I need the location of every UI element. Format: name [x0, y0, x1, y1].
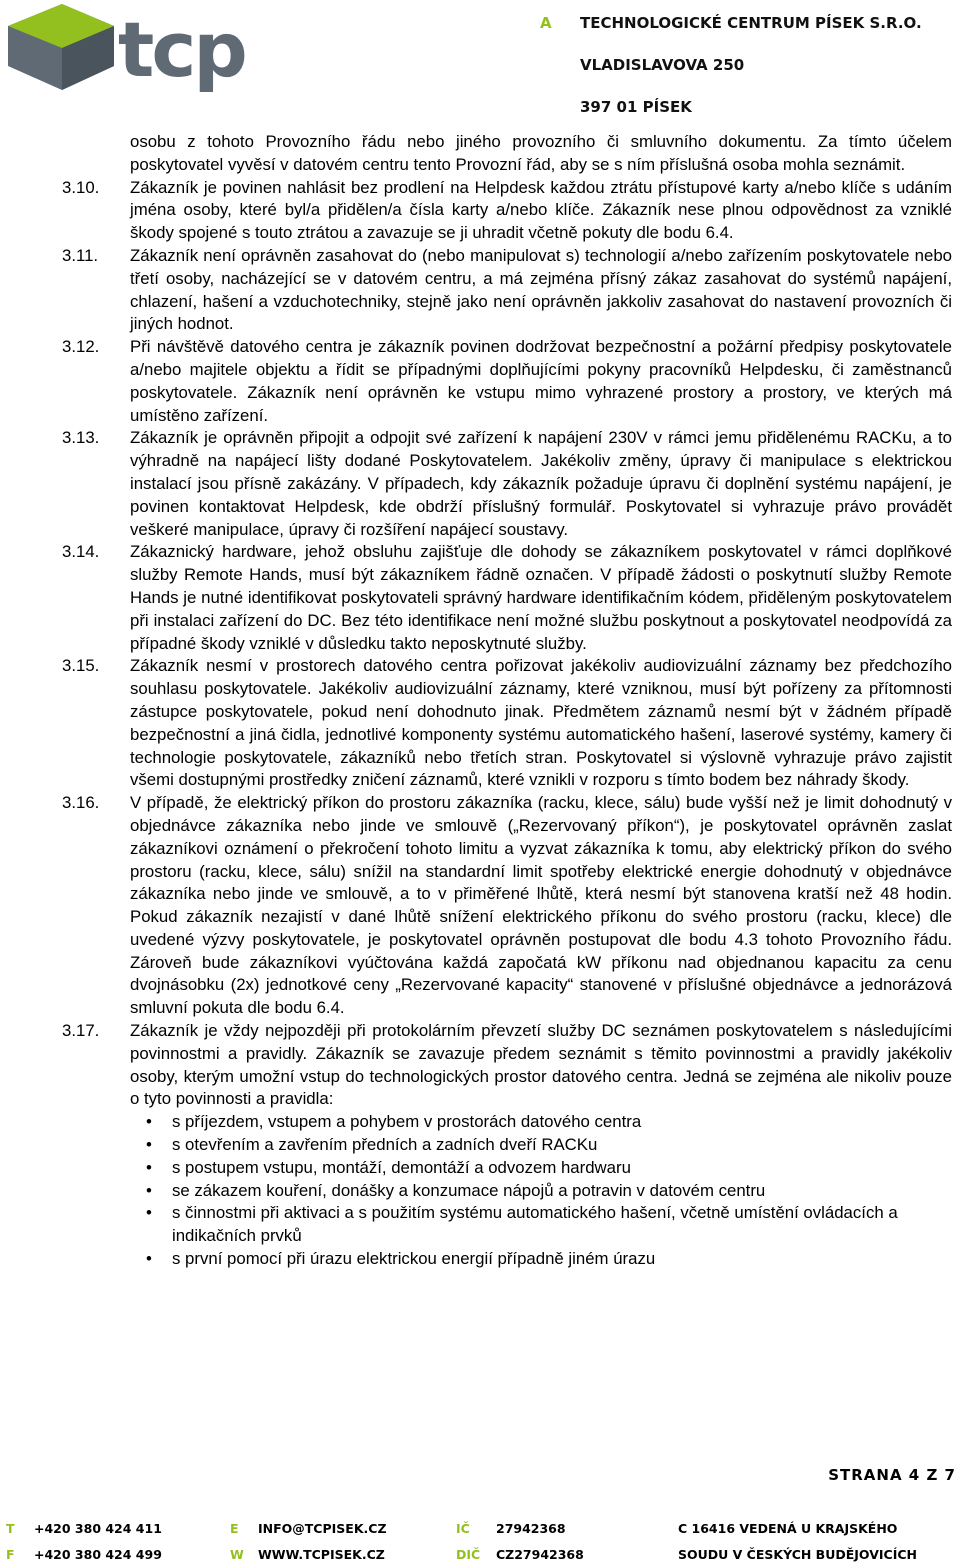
paragraph-number: 3.11. [62, 245, 99, 265]
dic-value: CZ27942368 [496, 1547, 584, 1562]
paragraph-number: 3.17. [62, 1021, 100, 1041]
paragraph-number: 3.14. [62, 542, 100, 562]
paragraph-text: osobu z tohoto Provozního řádu nebo jiného provozního či smluvního dokumentu. Za tímto účelem poskytovatel vyvěsí v datovém centru tento Provozní řád, aby se s ním příslušná osoba mohla seznámit. [130, 132, 952, 174]
web-link[interactable]: WWW.TCPISEK.CZ [258, 1547, 385, 1562]
paragraph-number: 3.15. [62, 656, 100, 676]
obligations-list [62, 1111, 952, 1271]
paragraph-number: 3.16. [62, 793, 100, 813]
email-link[interactable]: INFO@TCPISEK.CZ [258, 1521, 387, 1536]
paragraph-number: 3.12. [62, 337, 100, 357]
list-item: • s otevřením a zavřením předních a zadních dveří RACKu [172, 1134, 952, 1157]
paragraph-3-14 [62, 541, 952, 655]
address-marker: A [540, 14, 552, 32]
email-label: E [230, 1521, 239, 1536]
paragraph-3-17 [62, 1020, 952, 1111]
register-line-2: SOUDU V ČESKÝCH BUDĚJOVICÍCH [678, 1547, 917, 1562]
tcp-logo [6, 2, 246, 94]
address-line-street: VLADISLAVOVA 250 [580, 56, 745, 74]
logo-mark-icon [6, 2, 116, 94]
address-line-company: TECHNOLOGICKÉ CENTRUM PÍSEK S.R.O. [580, 14, 922, 32]
paragraph-number: 3.10. [62, 177, 100, 197]
fax-value: +420 380 424 499 [34, 1547, 162, 1562]
paragraph-text: Zákaznický hardware, jehož obsluhu zajišťuje dle dohody se zákazníkem poskytovatel v rámci doplňkové služby Remote Hands, musí být zákazníkem řádně označen. V případě žádosti o poskytnutí služby Remote Hands je nutné identifikovat poskytovateli správný hardware identifikačním kódem, přiděleným poskytovatelem při instalaci zařízení do DC. Bez této identifikace není možné službu poskytnout a poskytovatel neodpovídá za případné škody vzniklé v důsledku takto neposkytnuté služby. [130, 542, 952, 653]
logo-text: tcp [118, 5, 245, 94]
ic-label: IČ [456, 1521, 470, 1536]
fax-label: F [6, 1547, 15, 1562]
paragraph-number: 3.13. [62, 428, 100, 448]
web-label: W [230, 1547, 244, 1562]
paragraph-3-15 [62, 655, 952, 792]
phone-label: T [6, 1521, 15, 1536]
list-item: • se zákazem kouření, donášky a konzumace nápojů a potravin v datovém centru [172, 1180, 952, 1203]
paragraph-text: Zákazník je povinen nahlásit bez prodlení na Helpdesk každou ztrátu přístupové karty a/nebo klíče s udáním jména osoby, které byl/a přidělen/a čísla karty a/nebo klíče. Zákazník nese plnou odpovědnost za vzniklé škody spojené s touto ztrátou a zavazuje se ji uhradit včetně pokuty dle bodu 6.4. [130, 177, 952, 243]
paragraph-text: Zákazník je vždy nejpozději při protokolárním převzetí služby DC seznámen poskytovatelem s následujícími povinnostmi a pravidly. Zákazník se zavazuje předem seznámit s těmito povinnostmi a pravidly jakékoliv osoby, kterým umožní vstup do technologických prostor datového centra. Jedná se zejména ale nikoliv pouze o tyto povinnosti a pravidla: [130, 1021, 952, 1109]
register-line-1: C 16416 VEDENÁ U KRAJSKÉHO [678, 1521, 898, 1536]
list-item: • s první pomocí při úrazu elektrickou energií případně jiném úrazu [172, 1248, 952, 1271]
paragraph-text: V případě, že elektrický příkon do prostoru zákazníka (racku, klece, sálu) bude vyšší než je limit dohodnutý v objednávce zákazníka nebo jinde ve smlouvě („Rezervovaný příkon“), je poskytovatel oprávněn zaslat zákazníkovi oznámení o překročení tohoto limitu a vyzvat zákazníka k tomu, aby elektrický příkon do svého prostoru (racku, klece, sálu) snížil na standardní limit spotřeby elektrické energie dohodnutý v objednávce zákazníka nebo jinde ve smlouvě, a to v přiměřené lhůtě, která nesmí být stanovena kratší než 48 hodin. Pokud zákazník nezajistí v dané lhůtě snížení elektrického příkonu do svého prostoru (racku, klece) dle uvedené výzvy poskytovatele, je poskytovatel oprávněn postupovat dle bodu 4.3 tohoto Provozního řádu. Zároveň bude zákazníkovi vyúčtována každá započatá kW příkonu nad objednanou kapacitu za cenu dvojnásobku (2x) jednotkové ceny „Rezervované kapacity“ stanovené v příslušné objednávce a jednorázová smluvní pokuta dle bodu 6.4. [130, 793, 952, 1018]
page-number: STRANA 4 Z 7 [828, 1466, 956, 1484]
paragraph-text: Zákazník nesmí v prostorech datového centra pořizovat jakékoliv audiovizuální záznamy bez předchozího souhlasu poskytovatele. Jakékoliv audiovizuální záznamy, které vzniknou, musí být pořízeny za přítomnosti zástupce poskytovatele, pokud není dohodnuto jinak. Předmětem záznamů nesmí být v žádném případě bezpečnostní a jiná čidla, jednotlivé komponenty systému automatického hašení, laserové systémy, kamery či technologie poskytovatele, zákazníků nebo třetích stran. Poskytovatel si výslovně vyhrazuje právo zajistit všemi dostupnými prostředky zničení záznamů, které vznikli v rozporu s tímto bodem bez náhrady škody. [130, 656, 952, 790]
list-item: • s postupem vstupu, montáží, demontáží a odvozem hardwaru [172, 1157, 952, 1180]
paragraph-text: Zákazník je oprávněn připojit a odpojit své zařízení k napájení 230V v rámci jemu přidělenému RACKu, a to výhradně na napájecí lišty dodané Poskytovatelem. Jakékoliv změny, úpravy či manipulace s elektrickou instalací jsou přísně zakázány. V případech, kdy zákazník požaduje úpravu či doplnění systému napájení, je povinen kontaktovat Helpdesk, kde obdrží příslušný formulář. Poskytovatel si vyhrazuje právo provádět veškeré manipulace, úpravy či rozšíření napájecí soustavy. [130, 428, 952, 539]
paragraph-3-10 [62, 177, 952, 245]
paragraph-text: Při návštěvě datového centra je zákazník povinen dodržovat bezpečnostní a požární předpisy poskytovatele a/nebo majitele objektu a řídit se případnými doplňujícími pokyny pracovníků Helpdesku, či zaměstnanců poskytovatele. Zákazník není oprávněn ke vstupu mimo vyhrazené prostory a prostory, ve kterých má umístěno zařízení. [130, 337, 952, 425]
address-line-city: 397 01 PÍSEK [580, 98, 692, 116]
footer [0, 1517, 960, 1563]
list-item: • s činnostmi při aktivaci a s použitím systému automatického hašení, včetně umístění ovládacích a indikačních prvků [172, 1202, 952, 1248]
list-item: • s příjezdem, vstupem a pohybem v prostorách datového centra [172, 1111, 952, 1134]
paragraph-3-16 [62, 792, 952, 1020]
document-body [62, 131, 952, 1271]
dic-label: DIČ [456, 1547, 481, 1562]
intro-paragraph [62, 131, 952, 177]
phone-value: +420 380 424 411 [34, 1521, 162, 1536]
paragraph-3-13 [62, 427, 952, 541]
paragraph-3-11 [62, 245, 952, 336]
ic-value: 27942368 [496, 1521, 566, 1536]
paragraph-3-12 [62, 336, 952, 427]
paragraph-text: Zákazník není oprávněn zasahovat do (nebo manipulovat s) technologií a/nebo zařízením poskytovatele nebo třetí osoby, nacházející se v datovém centru, a má zejména přísný zákaz zasahovat do systémů napájení, chlazení, hašení a vzduchotechniky, stejně jako není oprávněn jakkoliv zasahovat do nastavení provozních či jiných hodnot. [130, 245, 952, 334]
